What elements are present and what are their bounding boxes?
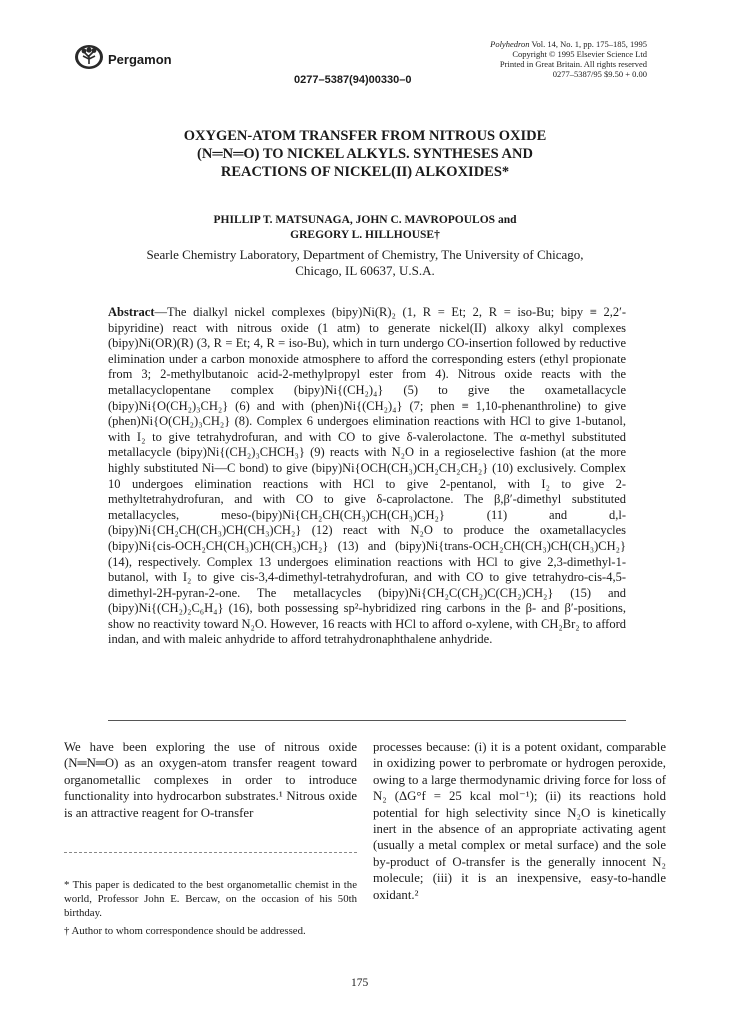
abstract (108, 305, 626, 648)
abstract-text: —The dialkyl nickel complexes (bipy)Ni(R)₂ (1, R = Et; 2, R = iso-Bu; bipy ≡ 2,2′-bipyridine) react with nitrous oxide (1 atm) to generate nickel(II) alkoxy alkyl complexes (bipy)Ni(OR)(R) (3, R = Et; 4, R = iso-Bu), which in turn undergo CO-insertion followed by reductive elimination under a carbon monoxide atmosphere to afford the corresponding esters (ethyl propionate from 3; 2-methylbutanoic acid-2-methylpropyl ester from 4). Nitrous oxide reacts with the metallacyclopentane complex (bipy)Ni{(CH₂)₄} (5) to give the oxametallacycle (bipy)Ni{O(CH₂)₃CH₂} (6) and with (phen)Ni{(CH₂)₄} (7; phen ≡ 1,10-phenanthroline) to give (phen)Ni{O(CH₂)₃CH₂} (8). Complex 6 undergoes elimination reactions with HCl to give 1-butanol, with I₂ to give tetrahydrofuran, and with CO to give δ-valerolactone. The α-methyl substituted metallacycle (bipy)Ni{(CH₂)₃CHCH₃} (9) reacts with N₂O in a regioselective fashion (at the more highly substituted Ni—C bond) to give (bipy)Ni{OCH(CH₃)CH₂CH₂CH₂} (10) exclusively. Complex 10 undergoes elimination reactions with HCl to give 2-pentanol, with I₂ to give 2-methyltetrahydrofuran, and with CO to give δ-caprolactone. The β,β′-dimethyl substituted metallacycles, meso-(bipy)Ni{CH₂CH(CH₃)CH(CH₃)CH₂} (11) and d,l-(bipy)Ni{CH₂CH(CH₃)CH(CH₃)CH₂} (12) react with N₂O to produce the oxametallacycles (bipy)Ni{cis-OCH₂CH(CH₃)CH(CH₃)CH₂} (13) and (bipy)Ni{trans-OCH₂CH(CH₃)CH(CH₃)CH₂} (14), respectively. Complex 13 undergoes elimination reactions with HCl to give 2,3-dimethyl-1-butanol, with I₂ to give cis-3,4-dimethyl-tetrahydrofuran, and with CO to give tetrahydro-cis-4,5-dimethyl-2H-pyran-2-one. The metallacycles (bipy)Ni{CH₂C(CH₂)C(CH₂)CH₂} (15) and (bipy)Ni{(CH₂)₂C₆H₄} (16), both possessing sp²-hybridized ring carbons in the β- and β′-positions, show no reactivity toward N₂O. However, 16 reacts with HCl to afford o-xylene, with CH₂Br₂ to afford indan, and with maleic anhydride to afford tetrahydronaphthalene anhydride. (108, 305, 626, 647)
price-line: 0277–5387/95 $9.50 + 0.00 (552, 69, 647, 79)
footnotes (64, 878, 357, 942)
title-line: (N═N═O) TO NICKEL ALKYLS. SYNTHESES AND (197, 146, 533, 162)
author-list (90, 213, 640, 243)
footnote-divider (64, 852, 357, 853)
printed-line: Printed in Great Britain. All rights reserved (499, 59, 647, 69)
affiliation (90, 247, 640, 279)
title-line: REACTIONS OF NICKEL(II) ALKOXIDES* (220, 164, 510, 180)
title-line: OXYGEN-ATOM TRANSFER FROM NITROUS OXIDE (183, 128, 547, 144)
article-title (90, 127, 640, 181)
affiliation-line: Searle Chemistry Laboratory, Department of Chemistry, The University of Chicago, (146, 247, 584, 262)
publisher-name: Pergamon (108, 52, 172, 67)
affiliation-line: Chicago, IL 60637, U.S.A. (295, 263, 435, 278)
body-right-column: processes because: (i) it is a potent oxidant, comparable in oxidizing power to perbromate or hydrogen peroxide, owing to a large thermodynamic driving force for loss of N₂ (ΔG°f = 25 kcal mol⁻¹); (ii) its reactions hold potential for high selectivity since N₂O is kinetically inert in the absence of an appropriate activating agent (usually a metal complex or metal surface) and the sole by-product of O-transfer is the generally innocent N₂ molecule; (iii) it is an inexpensive, easy-to-handle oxidant.² (373, 740, 666, 902)
footnote-correspondence: † Author to whom correspondence should be addressed. (64, 925, 306, 937)
abstract-label: Abstract (108, 305, 155, 319)
copyright-line: Copyright © 1995 Elsevier Science Ltd (512, 49, 647, 59)
journal-volume: Vol. 14, No. 1, pp. 175–185, 1995 (531, 39, 647, 49)
journal-name: Polyhedron (490, 39, 530, 49)
body-left-column: We have been exploring the use of nitrous oxide (N═N═O) as an oxygen-atom transfer reagent toward organometallic complexes in order to introduce functionality into hydrocarbon substrates.¹ Nitrous oxide is an attractive reagent for O-transfer (64, 740, 357, 820)
abstract-divider (108, 720, 626, 721)
footnote-dedication: * This paper is dedicated to the best organometallic chemist in the world, Professor John E. Bercaw, on the occasion of his 50th birthday. (64, 879, 357, 919)
page-number: 175 (351, 977, 369, 989)
authors-line: GREGORY L. HILLHOUSE† (290, 229, 440, 241)
journal-citation (490, 39, 647, 49)
authors-line: PHILLIP T. MATSUNAGA, JOHN C. MAVROPOULOS and (213, 214, 517, 226)
journal-meta (490, 39, 647, 79)
article-code: 0277–5387(94)00330–0 (294, 74, 412, 86)
publisher-logo-icon (74, 44, 104, 70)
